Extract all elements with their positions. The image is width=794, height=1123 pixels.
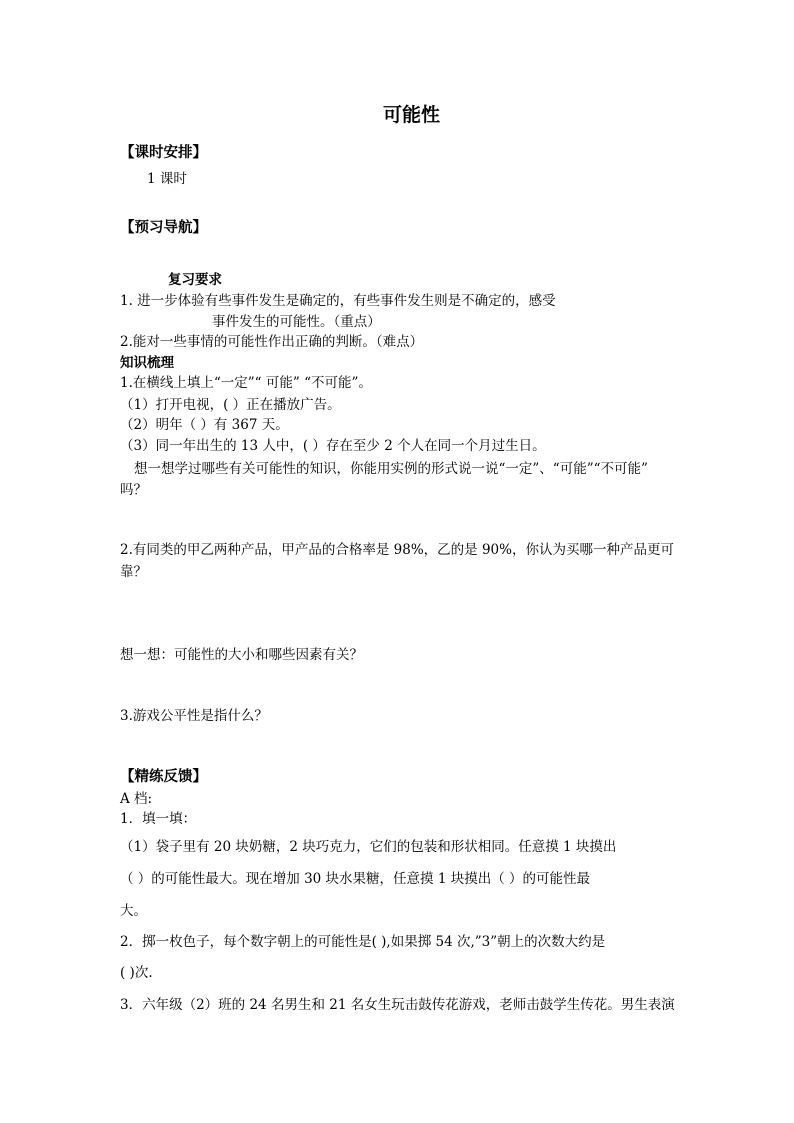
practice-1-1-line-2: （ ）的可能性最大。现在增加 30 块水果糖，任意摸 1 块摸出（ ）的可能性最 <box>120 871 591 887</box>
think-1-line-1: 想一想学过哪些有关可能性的知识，你能用实例的形式说一说“一定”、“可能”“不可能” <box>134 461 648 477</box>
practice-1-1-line-3: 大。 <box>120 903 147 919</box>
question-1-1: （1）打开电视，( ）正在播放广告。 <box>120 397 341 413</box>
preview-heading: 【预习导航】 <box>120 219 207 236</box>
think-2: 想一想：可能性的大小和哪些因素有关？ <box>120 647 363 663</box>
practice-2-line-1: 2．掷一枚色子，每个数字朝上的可能性是( ),如果掷 54 次,”3”朝上的次数大约是 <box>120 934 606 950</box>
practice-1: 1．填一填： <box>120 811 197 827</box>
page-title: 可能性 <box>383 104 441 126</box>
practice-3-line-1: 3．六年级（2）班的 24 名男生和 21 名女生玩击鼓传花游戏，老师击鼓学生传花。男生表演 <box>120 997 675 1013</box>
knowledge-heading: 知识梳理 <box>120 355 174 371</box>
question-2-line-1: 2.有同类的甲乙两种产品，甲产品的合格率是 98%，乙的是 90%，你认为买哪一种产品更可 <box>120 542 674 558</box>
requirement-1-line-1: 1. 进一步体验有些事件发生是确定的，有些事件发生则是不确定的，感受 <box>120 293 556 309</box>
question-3: 3.游戏公平性是指什么？ <box>120 708 268 724</box>
question-2-line-2: 靠？ <box>120 564 147 580</box>
practice-2-line-2: ( )次. <box>120 965 153 981</box>
requirement-2: 2.能对一些事情的可能性作出正确的判断。（难点） <box>120 334 424 350</box>
schedule-text: 1 课时 <box>147 171 187 187</box>
practice-1-1-line-1: （1）袋子里有 20 块奶糖，2 块巧克力，它们的包装和形状相同。任意摸 1 块摸出 <box>120 839 617 855</box>
requirement-1-line-2: 事件发生的可能性。（重点） <box>212 314 381 330</box>
review-heading: 复习要求 <box>168 272 222 288</box>
question-1-3: （3）同一年出生的 13 人中，( ）存在至少 2 个人在同一个月过生日。 <box>120 438 546 454</box>
question-1-2: （2）明年（ ）有 367 天。 <box>120 417 289 433</box>
question-1: 1.在横线上填上“一定”“ 可能” “不可能”。 <box>120 375 372 391</box>
schedule-heading: 【课时安排】 <box>120 144 207 161</box>
practice-heading: 【精练反馈】 <box>120 768 207 785</box>
practice-level: A 档: <box>120 791 153 807</box>
think-1-line-2: 吗？ <box>120 482 147 498</box>
